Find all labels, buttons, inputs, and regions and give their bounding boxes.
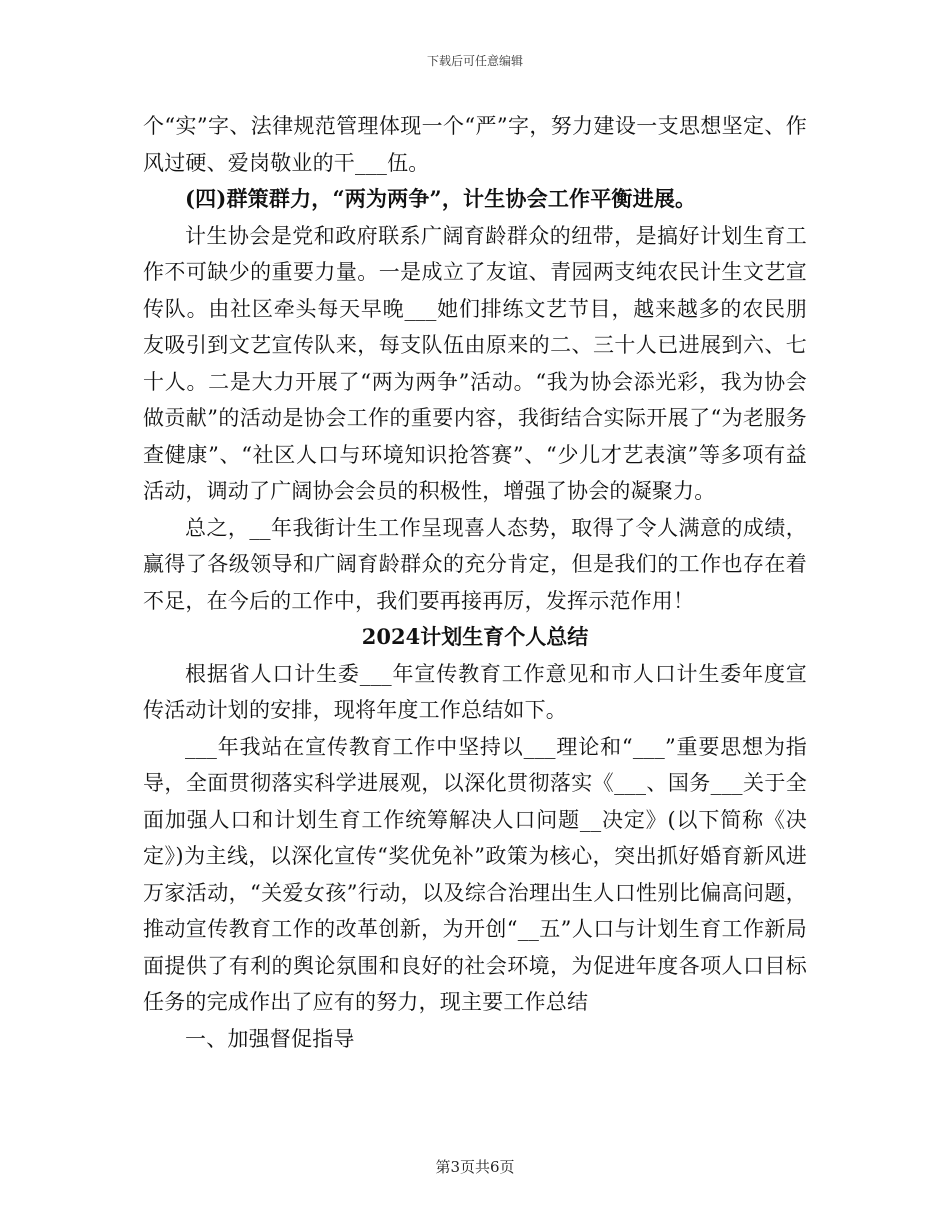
page-header: 下载后可任意编辑 (426, 54, 523, 68)
paragraph-conclusion: 总之，__年我街计生工作呈现喜人态势，取得了令人满意的成绩，赢得了各级领导和广阔育龄群众的充分肯定，但是我们的工作也存在着不足，在今后的工作中，我们要再接再厉，发挥示范作用！ (143, 515, 807, 613)
document-body (143, 108, 807, 1057)
document-title: 2024计划生育个人总结 (361, 624, 589, 649)
paragraph-summary: ___年我站在宣传教育工作中坚持以___理论和“___”重要思想为指导，全面贯彻落实科学进展观，以深化贯彻落实《___、国务___关于全面加强人口和计划生育工作统筹解决人口问题__决定》(以下简称《决定》)为主线，以深化宣传“奖优免补”政策为核心，突出抓好婚育新风进万家活动，“关爱女孩”行动，以及综合治理出生人口性别比偏高问题，推动宣传教育工作的改革创新，为开创“__五”人口与计划生育工作新局面提供了有利的舆论氛围和良好的社会环境，为促进年度各项人口目标任务的完成作出了应有的努力，现主要工作总结 (143, 734, 807, 1014)
section-heading-4: (四)群策群力，“两为两争”，计生协会工作平衡进展。 (185, 186, 697, 211)
paragraph-association: 计生协会是党和政府联系广阔育龄群众的纽带，是搞好计划生育工作不可缺少的重要力量。一是成立了友谊、青园两支纯农民计生文艺宣传队。由社区牵头每天早晚___她们排练文艺节目，越来越多的农民朋友吸引到文艺宣传队来，每支队伍由原来的二、三十人已进展到六、七十人。二是大力开展了“两为两争”活动。“我为协会添光彩，我为协会做贡献”的活动是协会工作的重要内容，我街结合实际开展了“为老服务查健康”、“社区人口与环境知识抢答赛”、“少儿才艺表演”等多项有益活动，调动了广阔协会会员的积极性，增强了协会的凝聚力。 (143, 223, 807, 503)
page-footer: 第3页共6页 (435, 1158, 515, 1176)
section-heading-1: 一、加强督促指导 (185, 1026, 355, 1051)
paragraph-intro: 根据省人口计生委___年宣传教育工作意见和市人口计生委年度宣传活动计划的安排，现将年度工作总结如下。 (143, 661, 807, 722)
paragraph-continuation: 个“实”字、法律规范管理体现一个“严”字，努力建设一支思想坚定、作风过硬、爱岗敬业的干___伍。 (143, 114, 807, 175)
